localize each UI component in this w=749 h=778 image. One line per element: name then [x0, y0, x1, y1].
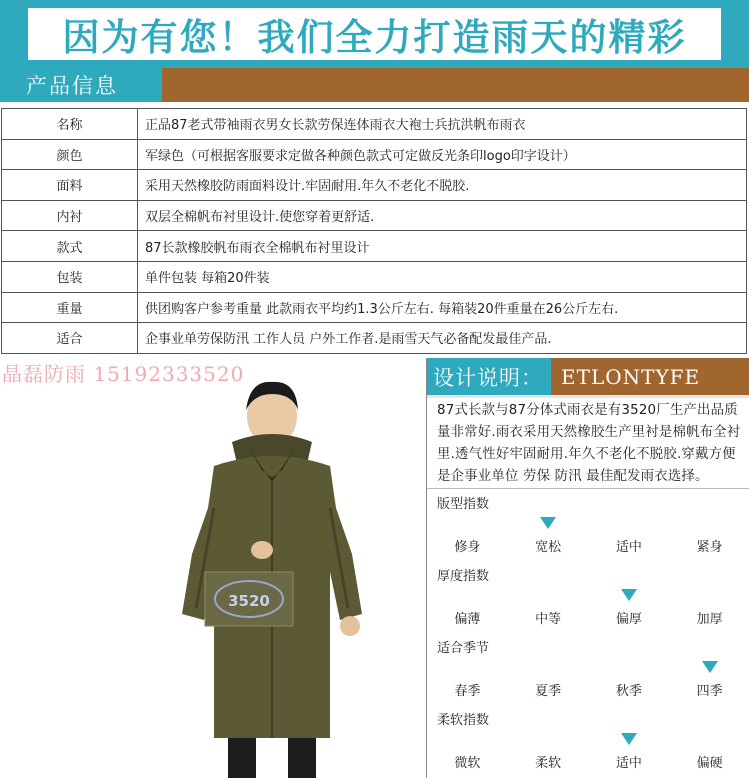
spec-value: 正品87老式带袖雨衣男女长款劳保连体雨衣大袍士兵抗洪帆布雨衣 — [138, 109, 747, 140]
design-title: 设计说明： — [433, 365, 543, 390]
metric-option: 春季 — [454, 684, 481, 699]
metric-label: 柔软指数 — [437, 713, 490, 728]
spec-value: 87长款橡胶帆布雨衣全棉帆布衬里设计 — [138, 231, 747, 262]
brand-label: ETLONTYFE — [551, 358, 749, 395]
metric-option: 紧身 — [696, 540, 723, 555]
spec-row — [2, 261, 747, 292]
metric-row — [427, 705, 749, 777]
section-header — [0, 68, 749, 102]
design-header — [427, 358, 749, 398]
spec-key: 内衬 — [2, 200, 138, 231]
metric-row — [427, 561, 749, 633]
metric-row — [427, 633, 749, 705]
spec-key: 面料 — [2, 170, 138, 201]
spec-key: 重量 — [2, 292, 138, 323]
metric-option: 适中 — [615, 540, 642, 555]
selected-marker-icon — [621, 733, 637, 745]
metric-label: 厚度指数 — [437, 569, 490, 584]
metric-option: 加厚 — [696, 612, 723, 627]
product-info-table — [1, 108, 747, 354]
metric-option: 秋季 — [615, 684, 642, 699]
metric-row — [427, 489, 749, 561]
spec-value: 采用天然橡胶防雨面料设计.牢固耐用.年久不老化不脱胶. — [138, 170, 747, 201]
spec-value: 供团购客户参考重量 此款雨衣平均约1.3公斤左右. 每箱装20件重量在26公斤左右. — [138, 292, 747, 323]
spec-row — [2, 200, 747, 231]
metric-label: 版型指数 — [437, 497, 490, 512]
metric-option: 夏季 — [535, 684, 562, 699]
metric-option: 微软 — [454, 756, 481, 771]
metric-option: 四季 — [696, 684, 723, 699]
banner-panel — [28, 8, 721, 60]
spec-key: 适合 — [2, 323, 138, 354]
metric-label: 适合季节 — [437, 641, 490, 656]
photo-logo-text: 3520 — [228, 592, 270, 610]
metric-option: 偏薄 — [454, 612, 481, 627]
spec-value: 军绿色（可根据客服要求定做各种颜色款式可定做反光条印logo印字设计） — [138, 139, 747, 170]
metrics-list — [427, 489, 749, 777]
spec-value: 企事业单劳保防汛 工作人员 户外工作者.是雨雪天气必备配发最佳产品. — [138, 323, 747, 354]
spec-row — [2, 139, 747, 170]
spec-row — [2, 109, 747, 140]
product-photo — [0, 358, 426, 778]
metric-option: 偏厚 — [615, 612, 642, 627]
spec-key: 款式 — [2, 231, 138, 262]
metric-option: 适中 — [615, 756, 642, 771]
metric-option: 偏硬 — [696, 756, 723, 771]
metric-option: 柔软 — [535, 756, 562, 771]
spec-row — [2, 292, 747, 323]
metric-option: 中等 — [535, 612, 562, 627]
metric-option: 修身 — [454, 540, 481, 555]
selected-marker-icon — [621, 589, 637, 601]
spec-key: 名称 — [2, 109, 138, 140]
watermark-text: 晶磊防雨 15192333520 — [2, 362, 245, 386]
spec-row — [2, 170, 747, 201]
spec-value: 双层全棉帆布衬里设计.使您穿着更舒适. — [138, 200, 747, 231]
banner-title: 因为有您！我们全力打造雨天的精彩 — [62, 15, 687, 59]
spec-row — [2, 231, 747, 262]
section-title: 产品信息 — [0, 68, 162, 102]
selected-marker-icon — [540, 517, 556, 529]
design-panel — [426, 358, 749, 778]
top-banner — [0, 0, 749, 68]
section-header-fill — [162, 68, 749, 102]
spec-row — [2, 323, 747, 354]
raincoat-model-image — [0, 358, 426, 778]
spec-key: 包装 — [2, 261, 138, 292]
spec-value: 单件包装 每箱20件装 — [138, 261, 747, 292]
metric-option: 宽松 — [535, 540, 562, 555]
spec-key: 颜色 — [2, 139, 138, 170]
selected-marker-icon — [702, 661, 718, 673]
design-description: 87式长款与87分体式雨衣是有3520厂生产出品质量非常好.雨衣采用天然橡胶生产里衬是棉帆布全衬里.透气性好牢固耐用.年久不老化不脱胶.穿戴方便是企事业单位 劳保 防汛 最佳配发雨衣选择。 — [427, 398, 749, 489]
